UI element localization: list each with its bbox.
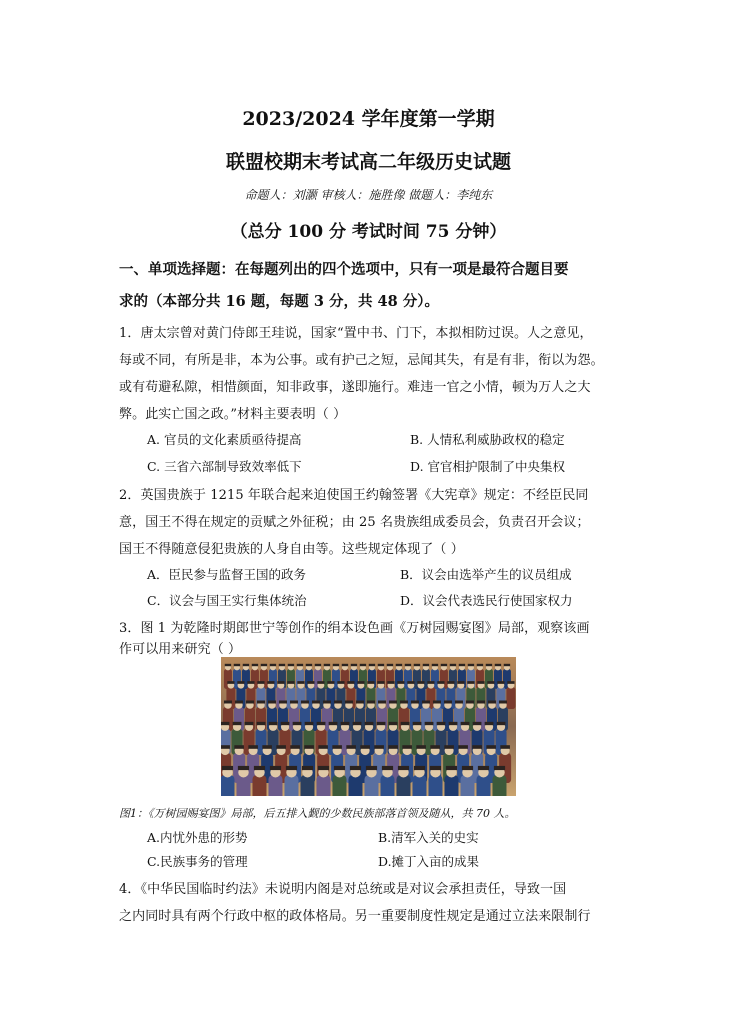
q3-option-a: A.内忧外患的形势 (147, 830, 248, 845)
painting-figure-hat (222, 766, 233, 770)
painting-figure-hat (457, 681, 464, 684)
painting-figure-hat (365, 722, 374, 725)
painting-figure-hat (433, 701, 441, 704)
painting-figure-hat (389, 701, 397, 704)
painting-figure-hat (396, 664, 402, 666)
painting-figure-hat (466, 701, 474, 704)
painting-figure-robe (332, 775, 346, 796)
painting-figure-hat (387, 681, 394, 684)
painting-figure-robe (236, 775, 250, 796)
q4-line: 4．《中华民国临时约法》未说明内阁是对总统或是对议会承担责任，导致一国 (119, 882, 567, 897)
painting-figure-hat (398, 766, 409, 770)
painting-figure-hat (495, 664, 501, 666)
painting-figure-robe (380, 775, 394, 796)
painting-figure-robe (268, 775, 282, 796)
painting-figure-robe (252, 775, 266, 796)
painting-figure-hat (235, 701, 243, 704)
painting-figure-hat (332, 745, 342, 749)
painting-figure-hat (297, 681, 304, 684)
painting-figure-hat (473, 722, 482, 725)
painting-figure-robe (444, 775, 458, 796)
painting-figure-hat (357, 681, 364, 684)
painting-figure-hat (290, 701, 298, 704)
painting-figure-hat (411, 701, 419, 704)
painting-figure-robe (348, 775, 362, 796)
painting-figure-hat (467, 681, 474, 684)
painting-figure-hat (423, 664, 429, 666)
painting-figure-hat (430, 745, 440, 749)
painting-figure-hat (397, 681, 404, 684)
painting-figure-hat (254, 766, 265, 770)
painting-figure-robe (300, 775, 314, 796)
score-and-time: （总分 100 分 考试时间 75 分钟） (230, 222, 507, 242)
painting-figure-hat (237, 681, 244, 684)
painting-figure-hat (305, 722, 314, 725)
painting-figure-hat (432, 664, 438, 666)
painting-figure-hat (447, 681, 454, 684)
painting-figure-hat (234, 745, 244, 749)
painting-figure-hat (374, 745, 384, 749)
painting-figure-hat (472, 745, 482, 749)
painting-figure-hat (413, 722, 422, 725)
painting-figure-hat (304, 745, 314, 749)
painting-figure-hat (346, 745, 356, 749)
painting-figure-robe (428, 775, 442, 796)
painting-figure-hat (350, 766, 361, 770)
painting-figure-hat (437, 681, 444, 684)
painting-figure-robe (284, 775, 298, 796)
painting-figure-robe (476, 775, 490, 796)
painting-figure-hat (288, 664, 294, 666)
q1-option-c: C. 三省六部制导致效率低下 (147, 459, 302, 474)
painting-figure-hat (416, 745, 426, 749)
painting-figure-hat (437, 722, 446, 725)
painting-figure-hat (444, 701, 452, 704)
painting-figure-hat (334, 701, 342, 704)
painting-figure-hat (276, 745, 286, 749)
painting-figure-robe (396, 775, 410, 796)
painting-figure-hat (458, 745, 468, 749)
painting-figure-hat (238, 766, 249, 770)
painting-figure-hat (337, 681, 344, 684)
painting-figure-hat (353, 722, 362, 725)
q1-line: 或有苟避私隙，相惜颜面，知非政事，遂即施行。难违一官之小情，顿为万人之大 (119, 380, 591, 395)
painting-figure-hat (286, 766, 297, 770)
painting-figure-hat (248, 745, 258, 749)
painting-figure-hat (315, 664, 321, 666)
painting-figure-hat (293, 722, 302, 725)
painting-figure-hat (360, 664, 366, 666)
painting-figure-hat (497, 681, 504, 684)
painting-figure-hat (486, 745, 496, 749)
painting-figure-hat (414, 664, 420, 666)
painting-figure-hat (246, 701, 254, 704)
painting-figure-hat (402, 745, 412, 749)
painting-figure-hat (477, 681, 484, 684)
q2-option-d: D．议会代表选民行使国家权力 (400, 593, 573, 608)
painting-figure-hat (281, 722, 290, 725)
painting-figure-hat (306, 664, 312, 666)
painting-figure-hat (414, 766, 425, 770)
q1-line: 弊。此实亡国之政。”材料主要表明（ ） (119, 407, 347, 422)
painting-figure-hat (252, 664, 258, 666)
q2-option-a: A．臣民参与监督王国的政务 (147, 567, 307, 582)
painting-figure-hat (245, 722, 254, 725)
painting-figure-hat (430, 766, 441, 770)
painting-figure-hat (494, 766, 505, 770)
q2-line: 2．英国贵族于 1215 年联合起来迫使国王约翰签署《大宪章》规定：不经臣民同 (119, 488, 589, 503)
exam-authors: 命题人：刘灏 审核人：施胜像 做题人：李纯东 (244, 188, 493, 202)
painting-figure-hat (504, 664, 510, 666)
painting-figure-hat (367, 701, 375, 704)
painting-figure-hat (446, 766, 457, 770)
painting-figure-hat (269, 722, 278, 725)
painting-figure-hat (389, 722, 398, 725)
painting-figure-hat (347, 681, 354, 684)
painting-figure-hat (407, 681, 414, 684)
painting-figure-robe (412, 775, 426, 796)
painting-figure-hat (485, 722, 494, 725)
painting-figure-hat (351, 664, 357, 666)
painting-figure-hat (261, 664, 267, 666)
painting-figure-hat (422, 701, 430, 704)
q3-line: 作可以用来研究（ ） (119, 642, 242, 657)
painting-figure-hat (378, 664, 384, 666)
painting-figure-hat (367, 681, 374, 684)
q1-option-a: A. 官员的文化素质亟待提高 (147, 432, 302, 447)
exam-title: 联盟校期末考试高二年级历史试题 (225, 151, 511, 173)
painting-figure-hat (317, 722, 326, 725)
q1-line: 每或不同，有所是非，本为公事。或有护己之短，忌闻其失，有是有非，衔以为怨。 (119, 353, 604, 368)
painting-figure-hat (270, 766, 281, 770)
painting-figure-robe (316, 775, 330, 796)
painting-figure-hat (450, 664, 456, 666)
painting-figure-hat (329, 722, 338, 725)
painting-figure-hat (487, 681, 494, 684)
painting-figure-hat (342, 664, 348, 666)
painting-figure-hat (268, 701, 276, 704)
painting-figure-hat (377, 722, 386, 725)
painting-figure-hat (279, 701, 287, 704)
painting-figure-hat (488, 701, 496, 704)
painting-figure-hat (301, 701, 309, 704)
painting-figure-hat (401, 722, 410, 725)
painting-figure-hat (405, 664, 411, 666)
painting-figure-hat (382, 766, 393, 770)
painting-figure-hat (224, 701, 232, 704)
painting-figure-hat (417, 681, 424, 684)
q3-option-c: C.民族事务的管理 (147, 854, 248, 869)
painting-figure-hat (449, 722, 458, 725)
painting-figure-robe (460, 775, 474, 796)
painting-figure-hat (369, 664, 375, 666)
painting-figure-hat (356, 701, 364, 704)
painting-figure-hat (262, 745, 272, 749)
painting-figure-hat (478, 766, 489, 770)
painting-figure-hat (221, 745, 230, 749)
painting-figure-hat (500, 745, 510, 749)
painting-figure-hat (378, 701, 386, 704)
painting-figure-hat (333, 664, 339, 666)
q4-line: 之内同时具有两个行政中枢的政体格局。另一重要制度性规定是通过立法来限制行 (119, 909, 591, 924)
section-heading-line2: 求的（本部分共 16 题，每题 3 分，共 48 分）。 (119, 293, 439, 310)
painting-figure-hat (247, 681, 254, 684)
painting-figure-hat (507, 681, 514, 684)
q3-option-b: B.清军入关的史实 (378, 830, 479, 845)
painting-figure-hat (323, 701, 331, 704)
painting-figure-hat (297, 664, 303, 666)
painting-figure-hat (225, 664, 231, 666)
painting-figure-hat (477, 701, 485, 704)
painting-figure-hat (468, 664, 474, 666)
painting-figure-hat (234, 664, 240, 666)
painting-figure-robe (492, 775, 506, 796)
banquet-painting-image (221, 657, 516, 796)
q2-line: 国王不得随意侵犯贵族的人身自由等。这些规定体现了（ ） (119, 542, 464, 557)
painting-figure-hat (388, 745, 398, 749)
painting-figure-hat (387, 664, 393, 666)
painting-figure-hat (257, 722, 266, 725)
painting-figure-hat (243, 664, 249, 666)
painting-figure-hat (317, 681, 324, 684)
q2-line: 意，国王不得在规定的贡赋之外征税；由 25 名贵族组成委员会，负责召开会议； (119, 515, 590, 530)
painting-figure-hat (334, 766, 345, 770)
painting-figure-robe (221, 775, 234, 796)
painting-figure-hat (441, 664, 447, 666)
painting-figure-robe (506, 687, 515, 709)
painting-figure-hat (477, 664, 483, 666)
painting-figure-hat (227, 681, 234, 684)
painting-figure-hat (444, 745, 454, 749)
painting-figure-hat (345, 701, 353, 704)
painting-figure-hat (497, 722, 506, 725)
painting-figure-hat (366, 766, 377, 770)
painting-figure-hat (279, 664, 285, 666)
painting-figure-hat (233, 722, 242, 725)
painting-figure-hat (459, 664, 465, 666)
q1-option-d: D. 官官相护限制了中央集权 (410, 459, 566, 474)
painting-figure-hat (257, 681, 264, 684)
painting-figure-hat (302, 766, 313, 770)
q1-option-b: B. 人情私利威胁政权的稳定 (410, 432, 565, 447)
painting-figure-hat (318, 766, 329, 770)
painting-figure-hat (318, 745, 328, 749)
painting-figure-hat (462, 766, 473, 770)
figure-caption: 图1：《万树园赐宴图》局部，后五排入觐的少数民族部落首领及随从，共 70 人。 (119, 807, 516, 820)
painting-figure-hat (427, 681, 434, 684)
painting-figure-hat (277, 681, 284, 684)
q1-line: 1．唐太宗曾对黄门侍郎王珪说，国家“置中书、门下，本拟相防过误。人之意见， (119, 326, 593, 341)
painting-figure-hat (257, 701, 265, 704)
painting-figure-hat (377, 681, 384, 684)
q2-option-b: B．议会由选举产生的议员组成 (400, 567, 572, 582)
painting-figure-hat (324, 664, 330, 666)
painting-figure-hat (400, 701, 408, 704)
painting-figure-hat (341, 722, 350, 725)
section-heading-line1: 一、单项选择题：在每题列出的四个选项中，只有一项是最符合题目要 (119, 261, 569, 278)
painting-figure-hat (290, 745, 300, 749)
painting-figure-hat (307, 681, 314, 684)
painting-figure-hat (455, 701, 463, 704)
painting-figure-hat (221, 722, 229, 725)
painting-figure-robe (364, 775, 378, 796)
q3-line: 3．图 1 为乾隆时期郎世宁等创作的绢本设色画《万树园赐宴图》局部，观察该画 (119, 621, 590, 636)
painting-figure-hat (461, 722, 470, 725)
q2-option-c: C．议会与国王实行集体统治 (147, 593, 307, 608)
painting-figure-hat (270, 664, 276, 666)
painting-figure-hat (499, 701, 507, 704)
painting-figure-hat (267, 681, 274, 684)
exam-term: 2023/2024 学年度第一学期 (242, 108, 495, 130)
painting-figure-hat (425, 722, 434, 725)
q3-option-d: D.摊丁入亩的成果 (378, 854, 480, 869)
painting-figure-hat (312, 701, 320, 704)
painting-figure-hat (327, 681, 334, 684)
painting-figure-hat (287, 681, 294, 684)
painting-figure-hat (360, 745, 370, 749)
painting-figure-hat (486, 664, 492, 666)
